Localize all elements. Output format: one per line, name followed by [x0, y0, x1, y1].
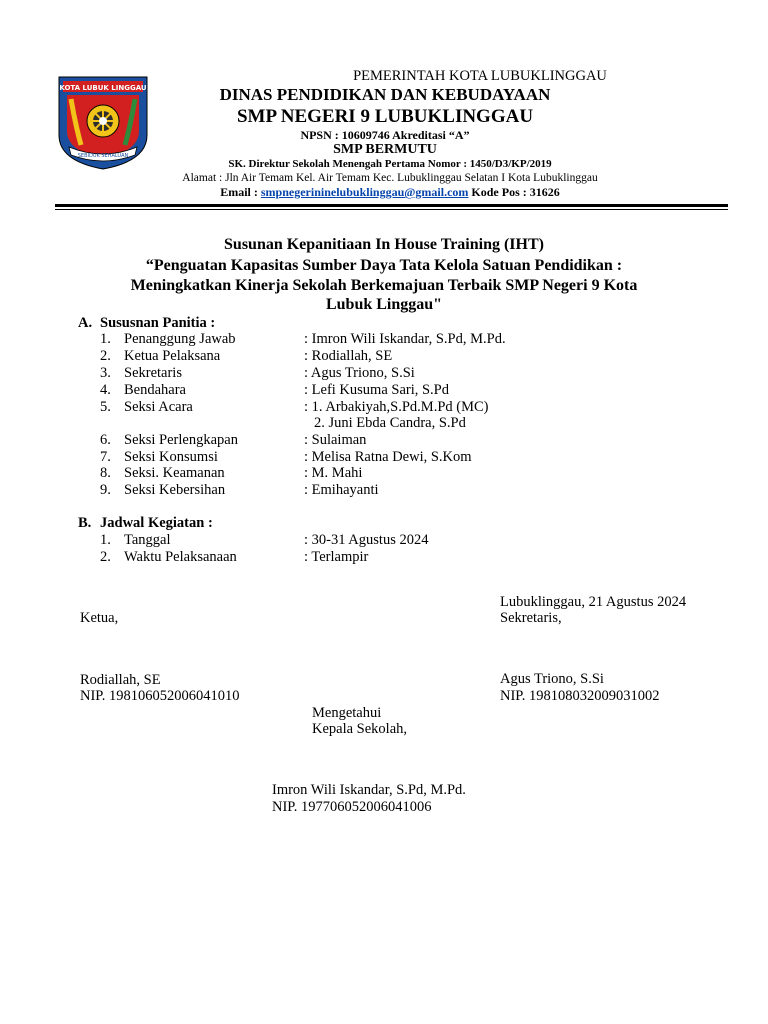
schedule-item-value: : 30-31 Agustus 2024	[304, 532, 429, 548]
logo-bottom-text: SEBIDUK SEHALUAN	[77, 153, 129, 159]
committee-item-person-2: 2. Juni Ebda Candra, S.Pd	[314, 415, 466, 431]
committee-item-person: : Melisa Ratna Dewi, S.Kom	[304, 449, 472, 465]
chair-name: Rodiallah, SE	[80, 672, 161, 688]
schedule-item-number: 2.	[100, 549, 111, 565]
committee-item-role: Penanggung Jawab	[124, 331, 236, 347]
committee-item-person: : Emihayanti	[304, 482, 379, 498]
chair-nip: NIP. 198106052006041010	[80, 688, 240, 704]
city-emblem-logo	[55, 73, 151, 171]
schedule-item-label: Waktu Pelaksanaan	[124, 549, 237, 565]
email-label: Email :	[220, 185, 258, 199]
committee-item-person: : M. Mahi	[304, 465, 363, 481]
committee-item-role: Sekretaris	[124, 365, 182, 381]
principal-nip: NIP. 197706052006041006	[272, 799, 432, 815]
document-subtitle-line2: Meningkatkan Kinerja Sekolah Berkemajuan Terbaik SMP Negeri 9 Kota	[130, 277, 638, 294]
email-link[interactable]: smpnegerininelubuklinggau@gmail.com	[260, 185, 469, 199]
committee-item-person: : Sulaiman	[304, 432, 367, 448]
school-name: SMP NEGERI 9 LUBUKLINGGAU	[236, 106, 534, 127]
committee-item-role: Seksi. Keamanan	[124, 465, 225, 481]
committee-item-person: : Rodiallah, SE	[304, 348, 393, 364]
postal-code: Kode Pos : 31626	[471, 185, 560, 199]
place-date: Lubuklinggau, 21 Agustus 2024	[500, 594, 687, 610]
committee-item-role: Seksi Acara	[124, 399, 193, 415]
principal-role: Kepala Sekolah,	[312, 721, 408, 737]
section-b-heading: Jadwal Kegiatan :	[100, 515, 213, 531]
committee-item-number: 5.	[100, 399, 111, 415]
principal-name: Imron Wili Iskandar, S.Pd, M.Pd.	[272, 782, 466, 798]
committee-item-number: 1.	[100, 331, 111, 347]
committee-item-number: 3.	[100, 365, 111, 381]
committee-item-number: 2.	[100, 348, 111, 364]
committee-item-number: 9.	[100, 482, 111, 498]
committee-item-person: : Lefi Kusuma Sari, S.Pd	[304, 382, 449, 398]
committee-item-number: 4.	[100, 382, 111, 398]
secretary-name: Agus Triono, S.Si	[500, 671, 604, 687]
committee-item-role: Seksi Kebersihan	[124, 482, 226, 498]
chair-role: Ketua,	[80, 610, 119, 626]
committee-item-person: : 1. Arbakiyah,S.Pd.M.Pd (MC)	[304, 399, 489, 415]
document-title: Susunan Kepanitiaan In House Training (IHT)	[224, 236, 544, 253]
committee-item-role: Bendahara	[124, 382, 186, 398]
government-name: PEMERINTAH KOTA LUBUKLINGGAU	[353, 68, 607, 84]
contact-line	[150, 185, 630, 200]
letterhead-divider-thick	[55, 204, 728, 207]
secretary-nip: NIP. 198108032009031002	[500, 688, 660, 704]
secretary-role: Sekretaris,	[500, 610, 562, 626]
committee-item-number: 8.	[100, 465, 111, 481]
committee-item-role: Seksi Konsumsi	[124, 449, 218, 465]
department-name: DINAS PENDIDIKAN DAN KEBUDAYAAN	[219, 85, 551, 104]
logo-top-text: KOTA LUBUK LINGGAU	[59, 84, 147, 92]
document-subtitle-line1: “Penguatan Kapasitas Sumber Daya Tata Kelola Satuan Pendidikan :	[145, 257, 623, 274]
section-b-letter: B.	[78, 515, 92, 531]
schedule-item-label: Tanggal	[124, 532, 171, 548]
acknowledged-label: Mengetahui	[312, 705, 382, 721]
document-subtitle-line3: Lubuk Linggau"	[325, 296, 443, 313]
npsn-accreditation: NPSN : 10609746 Akreditasi “A”	[300, 128, 470, 142]
schedule-item-value: : Terlampir	[304, 549, 369, 565]
section-a-letter: A.	[78, 315, 93, 331]
address-line: Alamat : Jln Air Temam Kel. Air Temam Kec. Lubuklinggau Selatan I Kota Lubuklinggau	[182, 172, 598, 184]
section-a-heading: Sususnan Panitia :	[100, 315, 216, 331]
committee-item-person: : Agus Triono, S.Si	[304, 365, 415, 381]
schedule-item-number: 1.	[100, 532, 111, 548]
decree-line: SK. Direktur Sekolah Menengah Pertama Nomor : 1450/D3/KP/2019	[228, 158, 552, 170]
committee-item-number: 6.	[100, 432, 111, 448]
committee-item-role: Ketua Pelaksana	[124, 348, 221, 364]
committee-item-number: 7.	[100, 449, 111, 465]
committee-item-role: Seksi Perlengkapan	[124, 432, 238, 448]
letterhead-divider-thin	[55, 209, 728, 210]
school-program: SMP BERMUTU	[333, 142, 437, 157]
committee-item-person: : Imron Wili Iskandar, S.Pd, M.Pd.	[304, 331, 506, 347]
